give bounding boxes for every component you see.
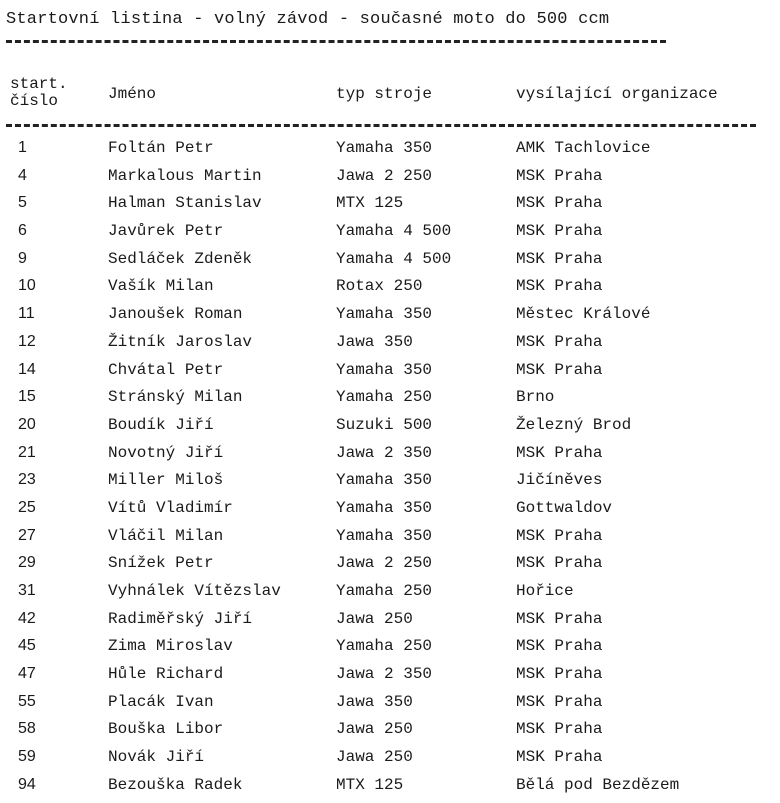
title-underline <box>6 40 666 43</box>
start-number-cell: 27 <box>18 526 36 544</box>
table-row <box>0 442 780 470</box>
machine-type-cell: Yamaha 4 500 <box>336 249 452 268</box>
organization-cell: MSK Praha <box>516 609 603 628</box>
organization-cell: MSK Praha <box>516 526 603 545</box>
header-start-number <box>10 76 80 110</box>
start-number-cell: 94 <box>18 775 36 793</box>
organization-cell: MSK Praha <box>516 692 603 711</box>
start-number-cell: 29 <box>18 554 36 572</box>
organization-cell: MSK Praha <box>516 222 603 241</box>
rider-name-cell: Miller Miloš <box>108 471 224 490</box>
organization-cell: MSK Praha <box>516 554 603 573</box>
start-number-cell: 25 <box>18 498 36 516</box>
table-row <box>0 359 780 387</box>
start-number-cell: 1 <box>18 139 27 156</box>
header-start-number-line1: start. <box>10 75 68 93</box>
start-number-cell: 42 <box>18 609 36 627</box>
table-row <box>0 746 780 774</box>
table-row <box>0 469 780 497</box>
machine-type-cell: Jawa 2 250 <box>336 166 433 185</box>
organization-cell: Bělá pod Bezdězem <box>516 775 680 794</box>
rider-name-cell: Foltán Petr <box>108 139 214 157</box>
table-row <box>0 774 780 802</box>
rider-name-cell: Novák Jiří <box>108 748 205 767</box>
table-row <box>0 414 780 442</box>
rider-name-cell: Placák Ivan <box>108 692 214 711</box>
rider-name-cell: Hůle Richard <box>108 665 224 684</box>
table-row <box>0 248 780 276</box>
header-start-number-line2: číslo <box>10 92 59 110</box>
machine-type-cell: Yamaha 350 <box>336 471 433 490</box>
table-row <box>0 275 780 303</box>
machine-type-cell: Yamaha 250 <box>336 637 433 656</box>
header-name: Jméno <box>108 85 157 103</box>
table-row <box>0 552 780 580</box>
rider-name-cell: Bezouška Radek <box>108 775 243 794</box>
organization-cell: MSK Praha <box>516 249 603 268</box>
rider-name-cell: Chvátal Petr <box>108 360 224 379</box>
organization-cell: MSK Praha <box>516 166 603 185</box>
start-number-cell: 10 <box>18 277 36 295</box>
rider-name-cell: Stránský Milan <box>108 388 243 407</box>
organization-cell: Jičíněves <box>516 471 603 490</box>
header-divider <box>6 124 756 127</box>
table-row <box>0 497 780 525</box>
organization-cell: Městec Králové <box>516 305 651 324</box>
organization-cell: MSK Praha <box>516 277 603 296</box>
machine-type-cell: Yamaha 250 <box>336 388 433 407</box>
table-row <box>0 635 780 663</box>
start-number-cell: 55 <box>18 692 36 710</box>
table-row <box>0 608 780 636</box>
table-row <box>0 663 780 691</box>
start-number-cell: 45 <box>18 637 36 655</box>
header-machine-type: typ stroje <box>336 85 433 103</box>
table-row <box>0 220 780 248</box>
organization-cell: MSK Praha <box>516 665 603 684</box>
machine-type-cell: Jawa 2 350 <box>336 665 433 684</box>
start-number-cell: 20 <box>18 415 36 433</box>
machine-type-cell: Jawa 350 <box>336 692 413 711</box>
machine-type-cell: Jawa 250 <box>336 609 413 628</box>
machine-type-cell: Yamaha 250 <box>336 582 433 600</box>
start-number-cell: 23 <box>18 471 36 489</box>
organization-cell: MSK Praha <box>516 637 603 656</box>
organization-cell: Hořice <box>516 582 574 600</box>
machine-type-cell: Rotax 250 <box>336 277 423 296</box>
start-number-cell: 5 <box>18 194 27 212</box>
start-number-cell: 21 <box>18 443 36 461</box>
organization-cell: MSK Praha <box>516 332 603 351</box>
machine-type-cell: Yamaha 350 <box>336 498 433 517</box>
table-row <box>0 331 780 359</box>
start-number-cell: 6 <box>18 222 27 240</box>
rider-name-cell: Žitník Jaroslav <box>108 332 253 351</box>
rider-name-cell: Bouška Libor <box>108 720 224 739</box>
table-row <box>0 525 780 553</box>
start-number-cell: 9 <box>18 249 27 267</box>
entries-table <box>0 137 780 802</box>
machine-type-cell: Yamaha 350 <box>336 526 433 545</box>
organization-cell: MSK Praha <box>516 443 603 462</box>
machine-type-cell: Yamaha 350 <box>336 305 433 324</box>
organization-cell: AMK Tachlovice <box>516 139 651 157</box>
machine-type-cell: Jawa 250 <box>336 720 413 739</box>
table-row <box>0 137 780 165</box>
organization-cell: Železný Brod <box>516 415 632 434</box>
rider-name-cell: Vláčil Milan <box>108 526 224 545</box>
machine-type-cell: MTX 125 <box>336 194 404 213</box>
rider-name-cell: Vašík Milan <box>108 277 214 296</box>
organization-cell: MSK Praha <box>516 360 603 379</box>
machine-type-cell: Yamaha 350 <box>336 360 433 379</box>
rider-name-cell: Halman Stanislav <box>108 194 262 213</box>
organization-cell: Brno <box>516 388 555 407</box>
start-number-cell: 4 <box>18 166 27 184</box>
machine-type-cell: Yamaha 4 500 <box>336 222 452 241</box>
machine-type-cell: Yamaha 350 <box>336 139 433 157</box>
table-row <box>0 386 780 414</box>
rider-name-cell: Markalous Martin <box>108 166 262 185</box>
machine-type-cell: Jawa 350 <box>336 332 413 351</box>
rider-name-cell: Boudík Jiří <box>108 415 214 434</box>
rider-name-cell: Sedláček Zdeněk <box>108 249 253 268</box>
machine-type-cell: Jawa 2 250 <box>336 554 433 573</box>
organization-cell: MSK Praha <box>516 748 603 767</box>
table-row <box>0 580 780 608</box>
header-organization: vysílající organizace <box>516 85 718 103</box>
rider-name-cell: Novotný Jiří <box>108 443 224 462</box>
organization-cell: MSK Praha <box>516 194 603 213</box>
table-row <box>0 192 780 220</box>
start-number-cell: 11 <box>18 305 35 323</box>
organization-cell: Gottwaldov <box>516 498 613 517</box>
table-row <box>0 691 780 719</box>
table-row <box>0 718 780 746</box>
rider-name-cell: Vyhnálek Vítězslav <box>108 582 281 600</box>
start-number-cell: 31 <box>18 582 36 599</box>
start-number-cell: 15 <box>18 388 36 406</box>
document-title: Startovní listina - volný závod - současné moto do 500 ccm <box>6 10 610 29</box>
table-row <box>0 303 780 331</box>
rider-name-cell: Zima Miroslav <box>108 637 233 656</box>
machine-type-cell: Suzuki 500 <box>336 415 433 434</box>
start-number-cell: 58 <box>18 720 36 738</box>
start-number-cell: 59 <box>18 748 36 766</box>
rider-name-cell: Janoušek Roman <box>108 305 243 324</box>
machine-type-cell: MTX 125 <box>336 775 404 794</box>
rider-name-cell: Javůrek Petr <box>108 222 224 241</box>
start-number-cell: 47 <box>18 665 36 683</box>
organization-cell: MSK Praha <box>516 720 603 739</box>
machine-type-cell: Jawa 2 350 <box>336 443 433 462</box>
rider-name-cell: Vítů Vladimír <box>108 498 233 517</box>
rider-name-cell: Radiměřský Jiří <box>108 609 253 628</box>
machine-type-cell: Jawa 250 <box>336 748 413 767</box>
start-number-cell: 14 <box>18 360 36 378</box>
table-row <box>0 165 780 193</box>
rider-name-cell: Snížek Petr <box>108 554 214 573</box>
start-number-cell: 12 <box>18 332 36 350</box>
